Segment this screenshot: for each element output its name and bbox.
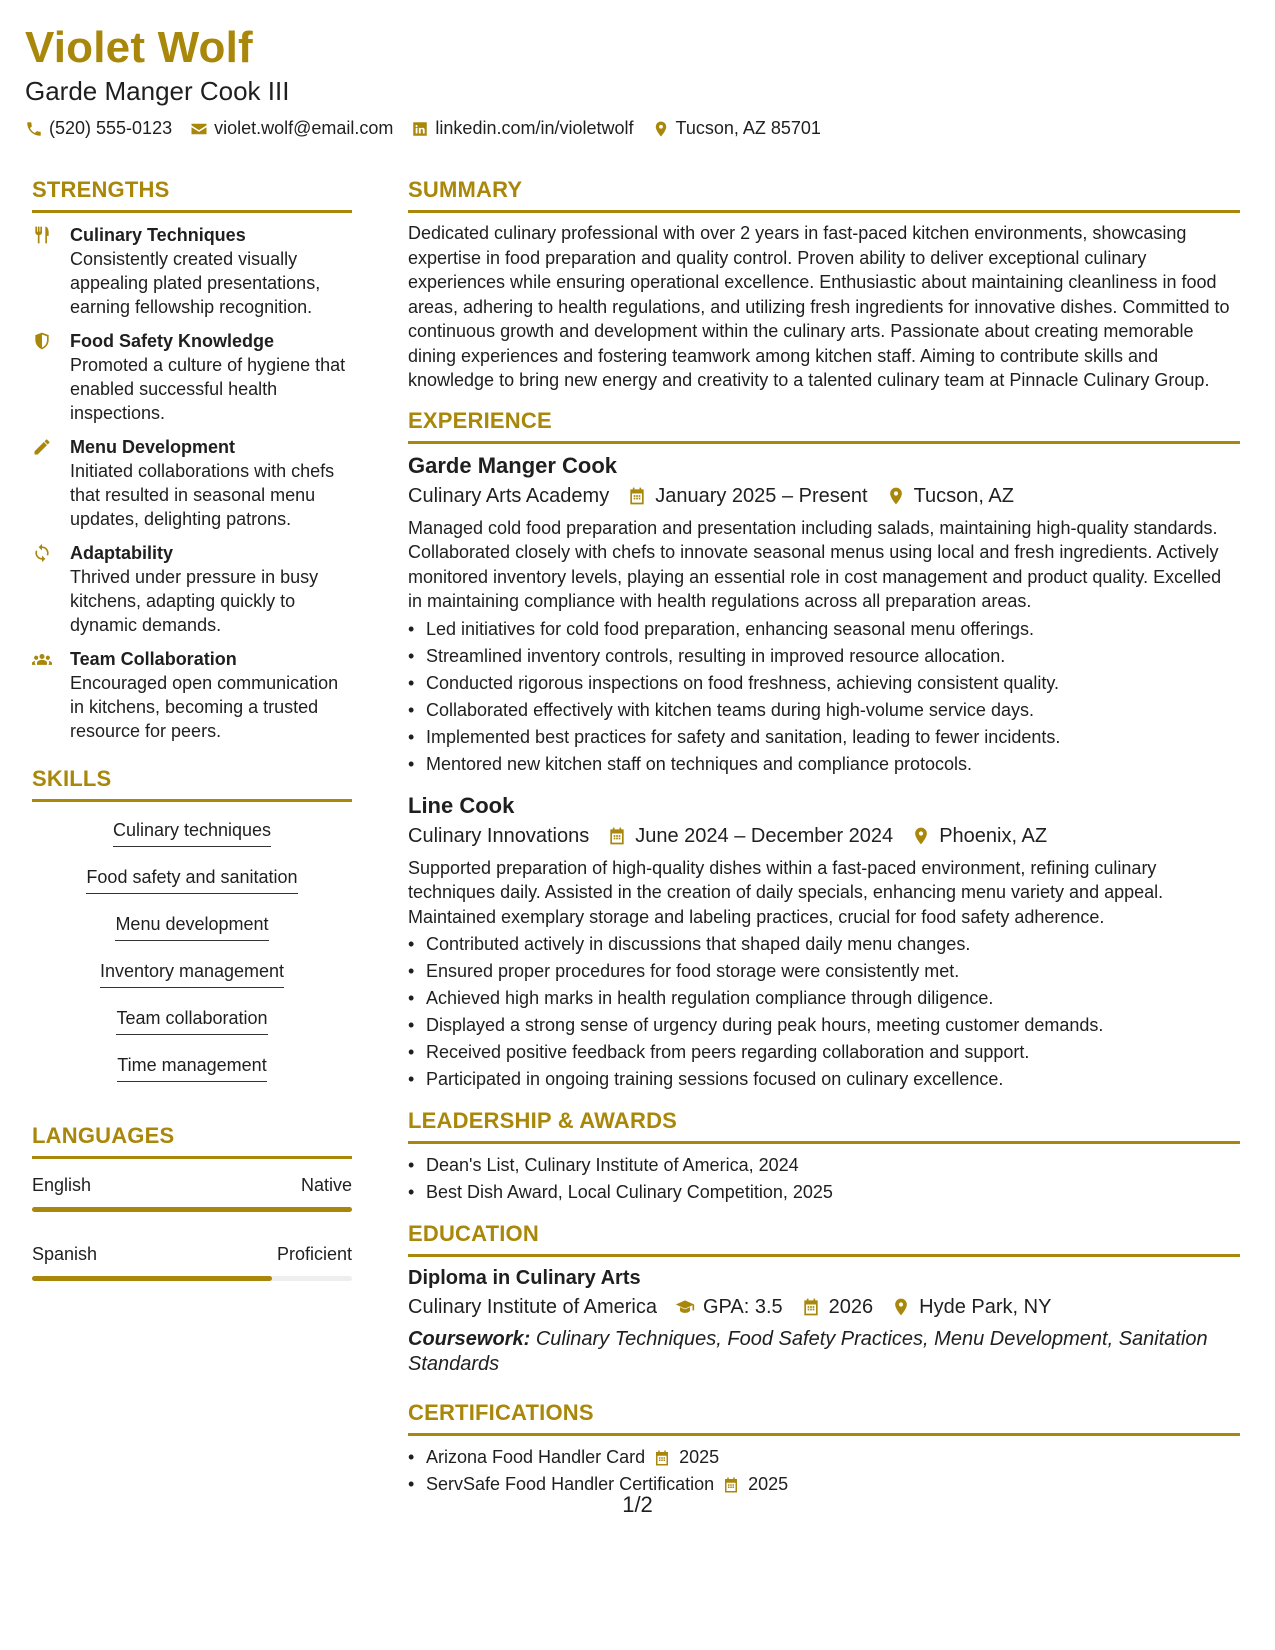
skills-list (32, 812, 352, 1094)
bullet-item: • Achieved high marks in health regulation compliance through diligence. (408, 985, 1240, 1012)
contact-linkedin[interactable] (411, 118, 633, 139)
calendar-icon (627, 486, 647, 506)
languages-heading: LANGUAGES (32, 1122, 352, 1159)
right-column (408, 176, 1240, 1498)
experience-heading: EXPERIENCE (408, 407, 1240, 444)
certifications-heading: CERTIFICATIONS (408, 1399, 1240, 1436)
strengths-heading: STRENGTHS (32, 176, 352, 213)
strength-desc: Thrived under pressure in busy kitchens, adapting quickly to dynamic demands. (70, 567, 319, 635)
school-name: Culinary Institute of America (408, 1296, 657, 1318)
bullet-item: • Streamlined inventory controls, resulting in improved resource allocation. (408, 643, 1240, 670)
job-title: Line Cook (408, 792, 515, 818)
location-pin-icon (891, 1297, 911, 1317)
location-text: Tucson, AZ 85701 (675, 118, 821, 138)
contact-email[interactable] (190, 118, 393, 139)
job-dates: January 2025 – Present (627, 482, 867, 510)
left-column (32, 176, 352, 1281)
language-bar (32, 1276, 352, 1281)
bullet-item: • Conducted rigorous inspections on food freshness, achieving consistent quality. (408, 670, 1240, 697)
sync-icon (32, 543, 52, 563)
education-heading: EDUCATION (408, 1220, 1240, 1257)
language-bar-fill (32, 1276, 272, 1281)
bullet-item: • Ensured proper procedures for food storage were consistently met. (408, 958, 1240, 985)
skill-tag: Culinary techniques (113, 818, 271, 847)
strength-desc: Consistently created visually appealing plated presentations, earning fellowship recognition. (70, 249, 321, 317)
calendar-icon (653, 1449, 671, 1467)
bullet-item: • Led initiatives for cold food preparation, enhancing seasonal menu offerings. (408, 616, 1240, 643)
bullet-item: • Mentored new kitchen staff on techniques and compliance protocols. (408, 751, 1240, 778)
certifications-list (408, 1444, 1240, 1498)
job-location: Phoenix, AZ (911, 822, 1047, 850)
language-item (32, 1173, 352, 1212)
bullet-item: • Implemented best practices for safety and sanitation, leading to fewer incidents. (408, 724, 1240, 751)
email-text[interactable]: violet.wolf@email.com (214, 118, 394, 138)
award-item: • Dean's List, Culinary Institute of America, 2024 (408, 1152, 1240, 1179)
job-description: Managed cold food preparation and presentation including salads, maintaining high-quality standards. Collaborated closely with chefs to innovate seasonal menus using local and fresh ingredients. Actively monitored inventory levels, playing an essential role in cost management and product quality. Excelled in maintaining compliance with health regulations across all preparation areas. (408, 517, 1222, 611)
strength-item (32, 329, 352, 425)
phone-icon (25, 120, 43, 138)
coursework-label: Coursework: (408, 1328, 531, 1350)
skill-tag: Team collaboration (116, 1006, 267, 1035)
school-location: Hyde Park, NY (891, 1293, 1051, 1321)
job-dates: June 2024 – December 2024 (607, 822, 893, 850)
candidate-name: Violet Wolf (25, 23, 253, 72)
education-meta (408, 1293, 1240, 1321)
coursework (408, 1327, 1240, 1377)
contact-phone (25, 118, 172, 139)
gpa: GPA: 3.5 (675, 1293, 783, 1321)
strength-desc: Encouraged open communication in kitchens, becoming a trusted resource for peers. (70, 673, 339, 741)
strength-title: Food Safety Knowledge (70, 331, 275, 351)
strength-title: Culinary Techniques (70, 225, 246, 245)
location-pin-icon (652, 120, 670, 138)
graduation-cap-icon (675, 1297, 695, 1317)
language-level: Proficient (276, 1244, 352, 1264)
language-bar (32, 1207, 352, 1212)
job-entry (408, 452, 1240, 778)
language-name: Spanish (32, 1244, 98, 1264)
job-title: Garde Manger Cook (408, 452, 618, 478)
strength-item (32, 435, 352, 531)
skill-tag: Time management (117, 1053, 266, 1082)
job-meta (408, 822, 1240, 850)
leadership-list (408, 1152, 1240, 1206)
location-pin-icon (911, 826, 931, 846)
bullet-item: • Displayed a strong sense of urgency during peak hours, meeting customer demands. (408, 1012, 1240, 1039)
job-bullets (408, 931, 1240, 1093)
job-bullets (408, 616, 1240, 778)
language-level: Native (300, 1175, 352, 1195)
degree-title: Diploma in Culinary Arts (408, 1267, 641, 1289)
summary-heading: SUMMARY (408, 176, 1240, 213)
job-location: Tucson, AZ (886, 482, 1014, 510)
skills-heading: SKILLS (32, 765, 352, 802)
strength-desc: Promoted a culture of hygiene that enabled successful health inspections. (70, 355, 346, 423)
linkedin-text[interactable]: linkedin.com/in/violetwolf (435, 118, 634, 138)
calendar-icon (801, 1297, 821, 1317)
contact-row (25, 118, 1250, 139)
shield-icon (32, 331, 52, 351)
coursework-text: Culinary Techniques, Food Safety Practices, Menu Development, Sanitation Standards (408, 1328, 1208, 1375)
job-description: Supported preparation of high-quality dishes within a fast-paced environment, refining culinary techniques daily. Assisted in the creation of daily specials, enhancing menu variety and appeal. Maintained exemplary storage and labeling practices, crucial for food safety adherence. (408, 857, 1164, 927)
strength-item (32, 223, 352, 319)
skill-tag: Food safety and sanitation (86, 865, 297, 894)
skill-tag: Menu development (115, 912, 268, 941)
strength-title: Team Collaboration (70, 649, 237, 669)
envelope-icon (190, 120, 208, 138)
page-number: 1/2 (622, 1492, 653, 1517)
language-item (32, 1242, 352, 1281)
candidate-role: Garde Manger Cook III (25, 76, 290, 106)
certification-item: • Arizona Food Handler Card 2025 (408, 1444, 1240, 1471)
bullet-item: • Collaborated effectively with kitchen teams during high-volume service days. (408, 697, 1240, 724)
job-company: Culinary Arts Academy (408, 484, 610, 507)
phone-text: (520) 555-0123 (49, 118, 173, 138)
job-entry (408, 792, 1240, 1094)
bullet-item: • Contributed actively in discussions that shaped daily menu changes. (408, 931, 1240, 958)
language-bar-fill (32, 1207, 352, 1212)
resume-header (25, 22, 1250, 139)
certification-item: • ServSafe Food Handler Certification 2025 (408, 1471, 1240, 1498)
graduation-year: 2026 (801, 1293, 874, 1321)
bullet-item: • Received positive feedback from peers regarding collaboration and support. (408, 1039, 1240, 1066)
calendar-icon (722, 1476, 740, 1494)
location-pin-icon (886, 486, 906, 506)
strength-item (32, 541, 352, 637)
pencil-icon (32, 437, 52, 457)
skill-tag: Inventory management (100, 959, 284, 988)
bullet-item: • Participated in ongoing training sessions focused on culinary excellence. (408, 1066, 1240, 1093)
job-company: Culinary Innovations (408, 824, 590, 847)
strength-item (32, 647, 352, 743)
award-item: • Best Dish Award, Local Culinary Competition, 2025 (408, 1179, 1240, 1206)
strength-desc: Initiated collaborations with chefs that resulted in seasonal menu updates, delighting patrons. (70, 461, 335, 529)
contact-location (652, 118, 821, 139)
linkedin-icon (411, 120, 429, 138)
job-meta (408, 482, 1240, 510)
summary-text: Dedicated culinary professional with over 2 years in fast-paced kitchen environments, showcasing expertise in food preparation and quality control. Proven ability to deliver exceptional culinary experiences while ensuring operational excellence. Enthusiastic about maintaining cleanliness in food areas, adhering to health regulations, and utilizing fresh ingredients for innovative dishes. Committed to continuous growth and development within the culinary arts. Passionate about creating memorable dining experiences and fostering teamwork among kitchen staff. Aiming to contribute skills and knowledge to bring new energy and creativity to a talented culinary team at Pinnacle Culinary Group. (408, 223, 1230, 390)
calendar-icon (607, 826, 627, 846)
utensils-icon (32, 225, 52, 245)
language-name: English (32, 1175, 92, 1195)
leadership-heading: LEADERSHIP & AWARDS (408, 1107, 1240, 1144)
users-icon (32, 649, 52, 669)
strength-title: Adaptability (70, 543, 174, 563)
strength-title: Menu Development (70, 437, 236, 457)
